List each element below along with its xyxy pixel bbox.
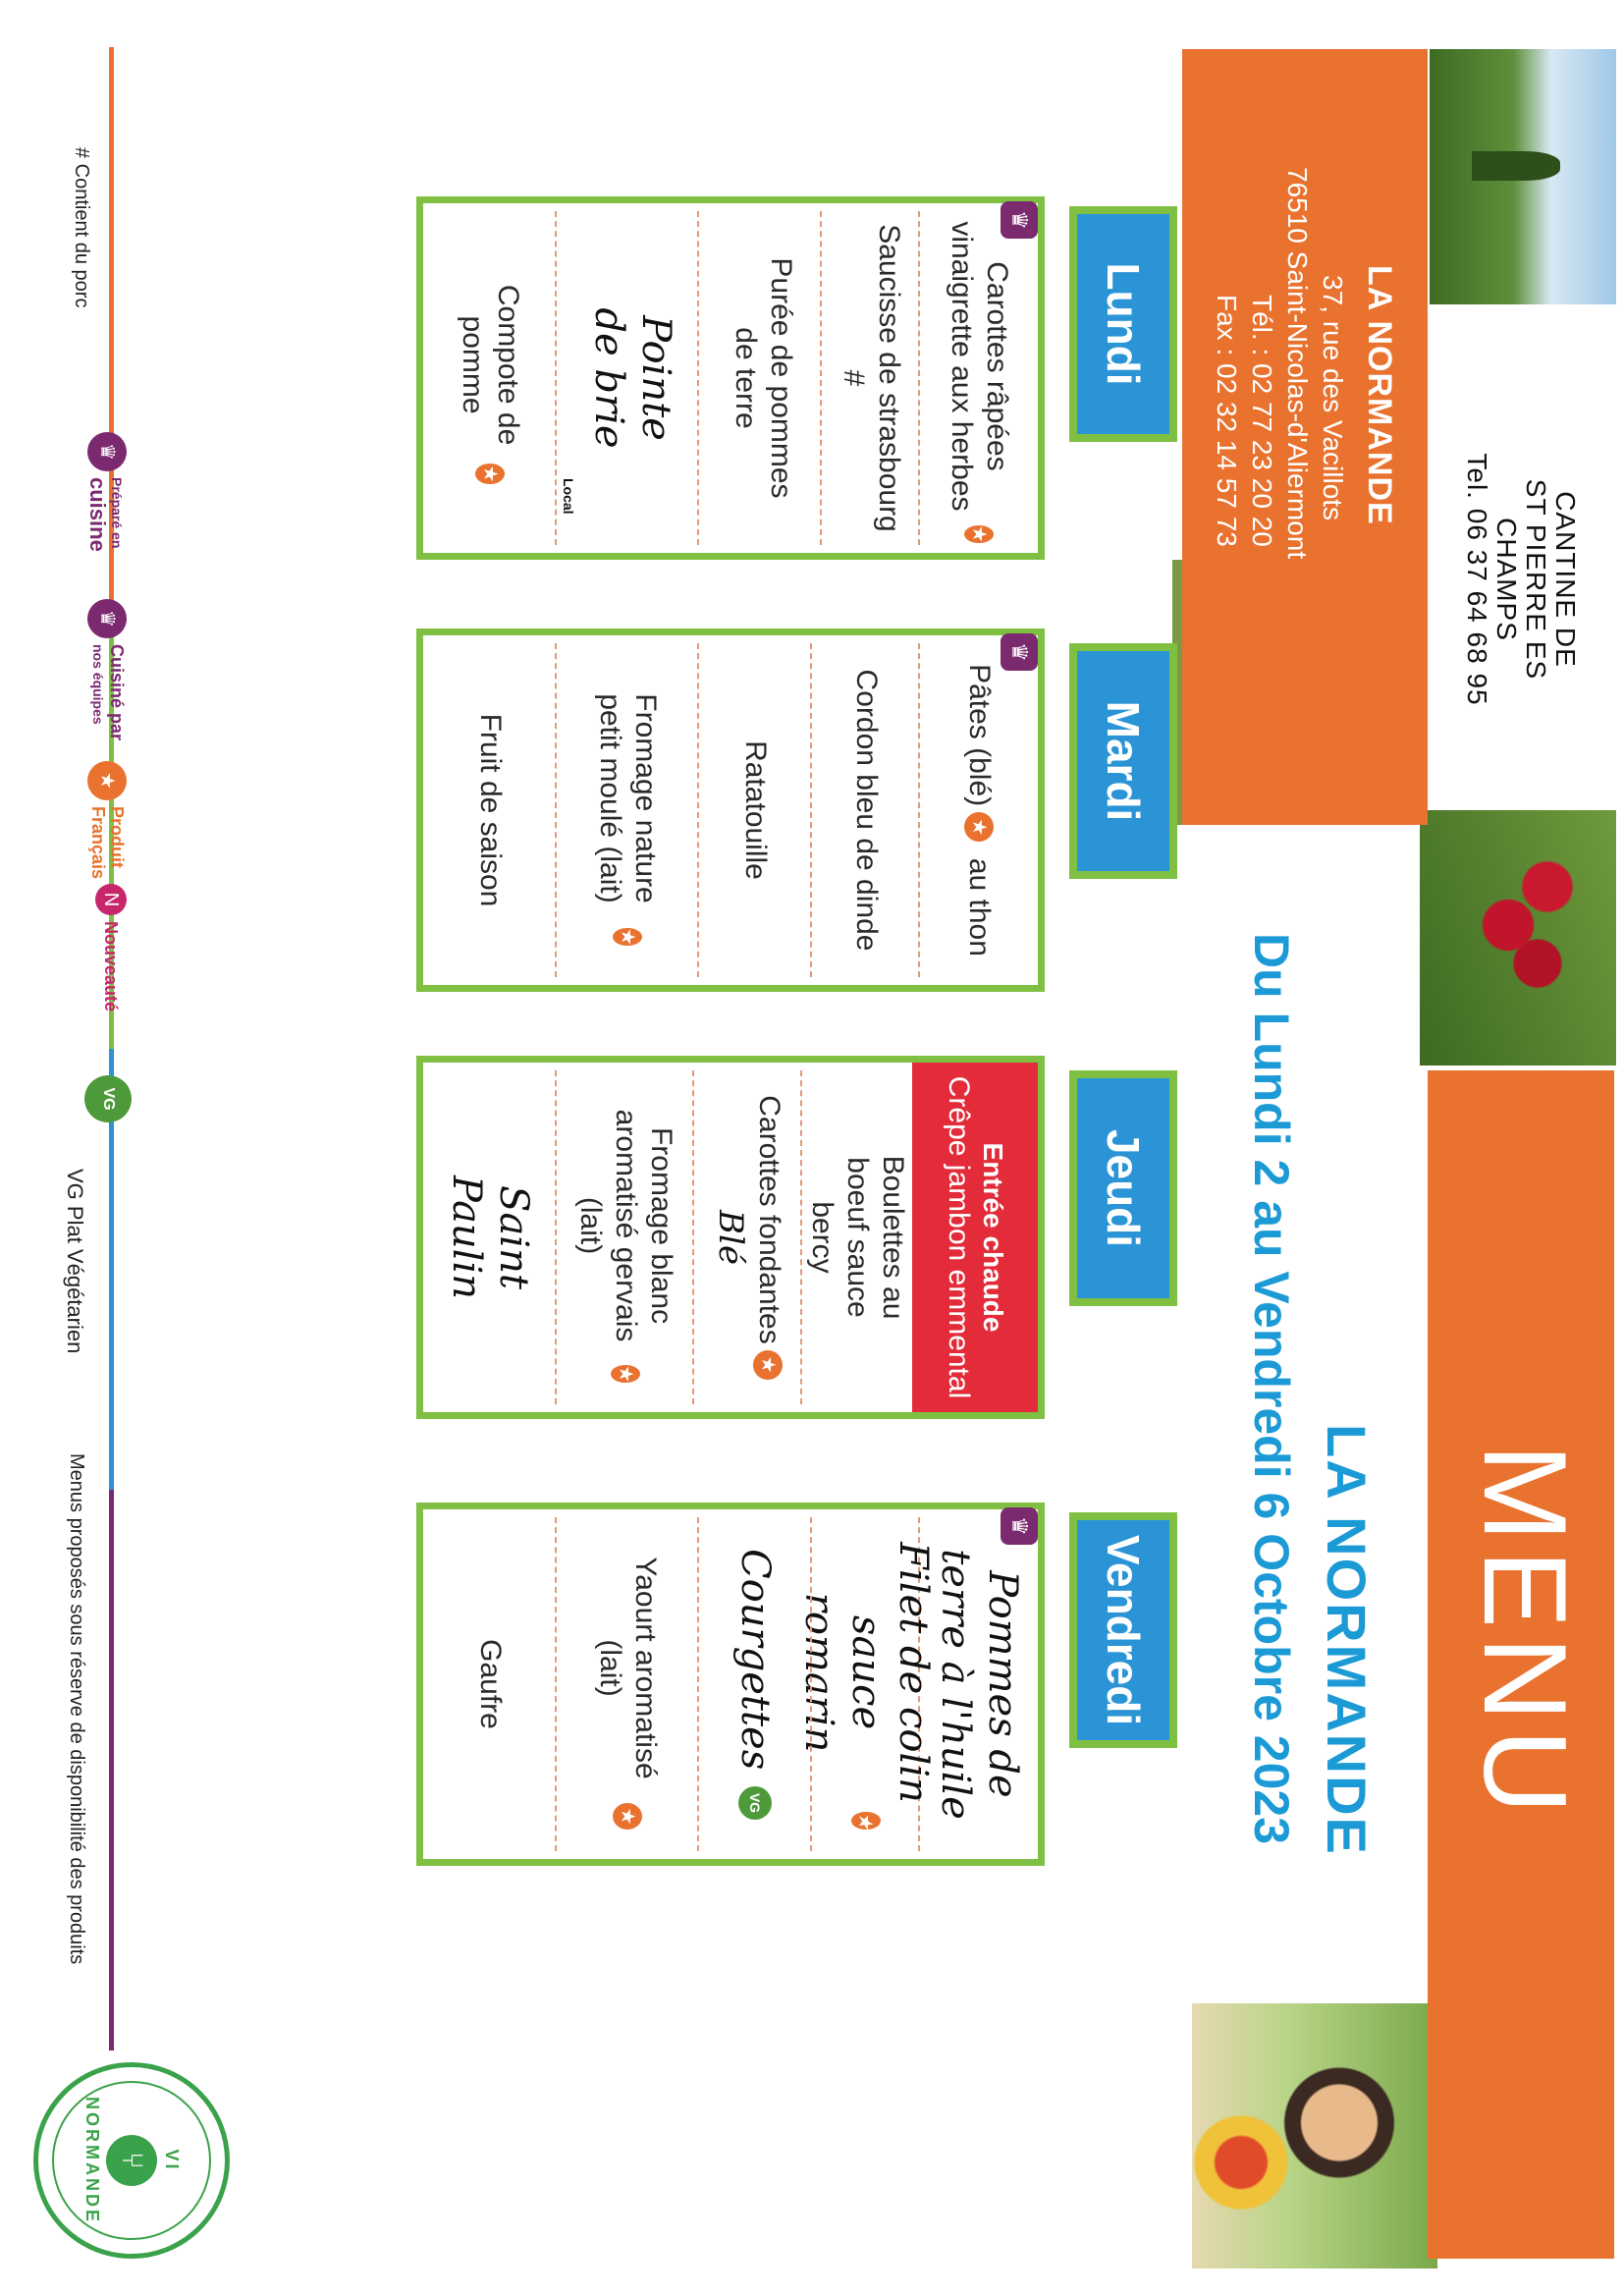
star-badge-icon: ★ — [614, 1803, 643, 1830]
jeudi-starter — [912, 1063, 1038, 1412]
footer-rule — [109, 47, 114, 2050]
park-photo — [1430, 49, 1616, 304]
menu-title: MENU — [1459, 1444, 1591, 1823]
porc-footnote: # Contient du porc — [71, 147, 92, 308]
star-badge-icon: ★ — [476, 464, 506, 484]
day-column-vendredi — [416, 1503, 1045, 1866]
lundi-starter: Carottes râpées vinaigrette aux herbes ★ — [946, 221, 1013, 543]
jeudi-side: Carottes fondantes★ Blé — [694, 1063, 802, 1412]
star-badge-icon: ★ — [614, 928, 643, 946]
vendredi-dessert: Gaufre — [474, 1639, 508, 1729]
day-header-mardi: Mardi — [1069, 643, 1177, 879]
star-badge-icon: ★ — [851, 1812, 881, 1830]
mardi-main: Cordon bleu de dinde — [850, 669, 883, 952]
star-badge-icon: ★ — [964, 812, 994, 842]
vendredi-dessert-dairy: Yaourt aromatisé (lait) ★ — [557, 1509, 699, 1859]
vendredi-starter: Pommes de terre à l'huile — [933, 1549, 1025, 1820]
chef-hat-icon: ♛ — [1001, 1507, 1038, 1545]
day-header-jeudi: Jeudi — [1069, 1070, 1177, 1306]
normande-logo — [33, 2062, 230, 2259]
cherries-photo — [1420, 810, 1616, 1066]
local-tag: Local — [561, 478, 576, 515]
star-badge-icon: ★ — [87, 761, 127, 800]
address-city: 76510 Saint-Nicolas-d'Aliermont — [1282, 167, 1313, 560]
address-fax: Fax : 02 32 14 57 73 — [1212, 295, 1242, 547]
legend-cuisine-equipes: ♛ Cuisiné par nos équipes — [87, 599, 127, 740]
canteen-line1: CANTINE DE — [1550, 491, 1581, 668]
chef-hat-icon: ♛ — [1001, 633, 1038, 671]
jeudi-starter-dish: Crêpe jambon emmental — [943, 1075, 975, 1399]
chef-hat-icon: ♛ — [87, 432, 127, 471]
lundi-cheese: Pointe de brie — [586, 307, 679, 449]
star-badge-icon: ★ — [611, 1365, 640, 1383]
star-badge-icon: ★ — [964, 525, 994, 543]
legend-prepare-cuisine: ♛ Préparé en cuisine — [87, 432, 127, 552]
lundi-side: Purée de pommes de terre — [730, 257, 797, 499]
jeudi-starter-label: Entrée chaude — [978, 1142, 1008, 1333]
vg-leaf-icon: VG — [84, 1075, 132, 1122]
address-tel: Tél. : 02 77 23 20 20 — [1247, 295, 1277, 547]
logo-bottom-text: NORMANDE — [82, 2097, 102, 2224]
address-street: 37, rue des Vacillots — [1318, 275, 1348, 521]
day-column-mardi — [416, 629, 1045, 992]
disclaimer: Menus proposés sous réserve de disponibilité des produits — [66, 1453, 87, 1965]
vendredi-side: Courgettes VG — [699, 1509, 812, 1859]
canteen-header — [1462, 432, 1580, 727]
chef-hat-icon: ♛ — [87, 599, 127, 638]
new-icon: N — [95, 884, 127, 915]
brand-title: LA NORMANDE — [1316, 1424, 1378, 1856]
mardi-dessert: Fruit de saison — [474, 713, 508, 907]
vendredi-main: Filet de colin sauce romarin ★ — [796, 1542, 936, 1830]
legend-produit-francais: ★ Produit Français — [87, 761, 127, 879]
legend-vg-icon — [84, 1075, 132, 1122]
address-block — [1182, 49, 1428, 825]
day-column-jeudi — [416, 1056, 1045, 1419]
jeudi-dessert: Saint Paulin — [444, 1175, 537, 1300]
legend-nouveaute: N Nouveauté — [95, 884, 127, 1011]
mardi-cheese: Fromage nature petit moulé (lait) ★ — [594, 693, 663, 946]
star-badge-icon: ★ — [753, 1350, 783, 1380]
logo-top-text: VI — [162, 2149, 182, 2172]
mardi-side: Ratatouille — [739, 740, 773, 880]
day-header-lundi: Lundi — [1069, 206, 1177, 442]
legend-vg-text: VG Plat Végétarien — [63, 1169, 87, 1354]
jeudi-side-note: Blé — [711, 1210, 750, 1265]
lundi-dessert: Compote de pomme ★ — [457, 284, 525, 483]
jeudi-cheese: Fromage blanc aromatisé gervais (lait) ★ — [574, 1109, 677, 1383]
jeudi-main: Boulettes au boeuf sauce bercy — [806, 1155, 909, 1320]
canteen-phone: Tel. 06 37 64 68 95 — [1462, 453, 1492, 706]
day-header-vendredi: Vendredi — [1069, 1512, 1177, 1748]
lundi-main: Saucisse de strasbourg # — [838, 224, 905, 532]
address-name: LA NORMANDE — [1361, 265, 1398, 525]
day-column-lundi — [416, 196, 1045, 560]
boy-fruit-photo — [1192, 2003, 1437, 2269]
vg-leaf-icon: VG — [739, 1786, 773, 1820]
canteen-line2: ST PIERRE ES CHAMPS — [1491, 478, 1551, 681]
chef-hat-icon: ♛ — [1001, 201, 1038, 239]
fork-icon: ⑂ — [106, 2135, 157, 2186]
mardi-starter: Pâtes (blé) ★ au thon — [963, 664, 996, 957]
date-range: Du Lundi 2 au Vendredi 6 Octobre 2023 — [1244, 933, 1299, 1845]
